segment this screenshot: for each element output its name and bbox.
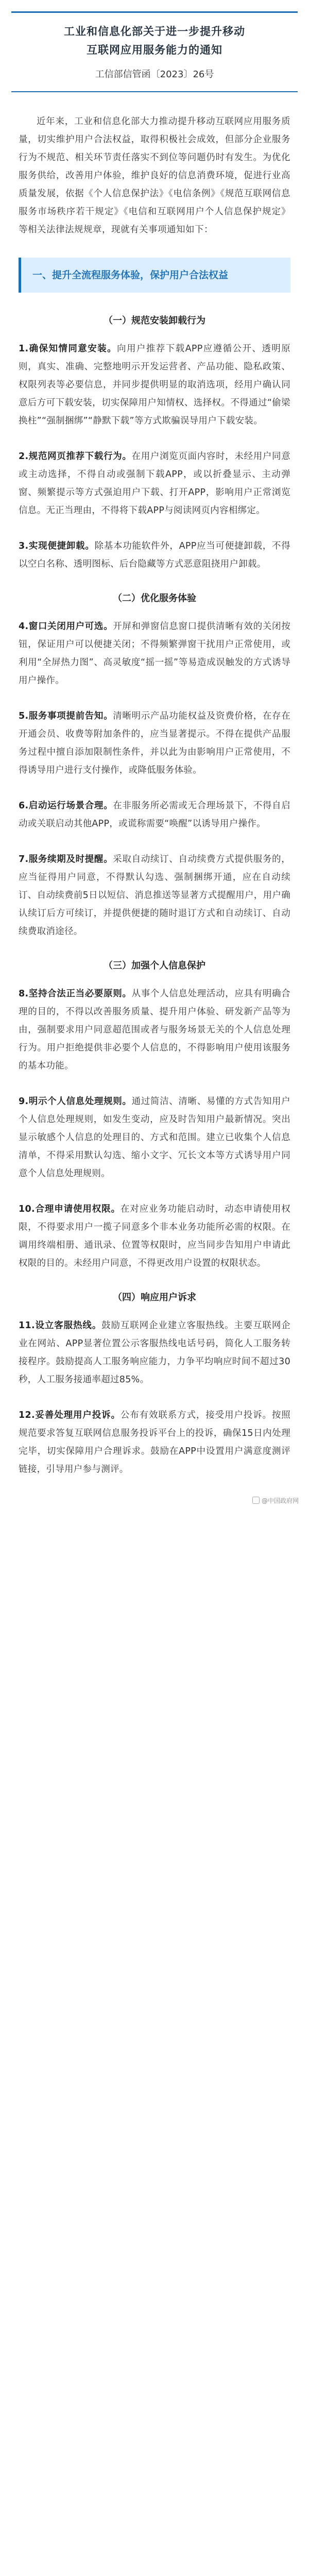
clause-text: 采取自动续订、自动续费方式提供服务的，应当征得用户同意，不得默认勾选、强制捆绑开通，应在自动续订、自动续费前5日以短信、消息推送等显著方式提醒用户，用户确认续订后方可续订，并提供便捷的随时退订方式和自动续订、自动续费取消途径。 [19,854,291,937]
clause-paragraph [19,1406,290,1479]
source-watermark [0,1496,299,1505]
clause-lead: 12.妥善处理用户投诉。 [19,1410,121,1420]
clause-lead: 2.规范网页推荐下载行为。 [19,451,132,462]
notice-body [0,113,309,1479]
clause-paragraph [19,448,290,520]
clause-text: 通过简洁、清晰、易懂的方式告知用户个人信息处理规则，如发生变动，应及时告知用户最新情况。突出显示敏感个人信息的处理目的、方式和范围。建立已收集个人信息清单，不得采用默认勾选、缩小文字、冗长文本等方式诱导用户同意个人信息处理规则。 [19,1096,290,1179]
clause-text: 在非服务所必需或无合理场景下，不得自启动或关联启动其他APP，或谎称需要“唤醒”以诱导用户操作。 [19,801,291,829]
clause-text: 开屏和弹窗信息窗口提供清晰有效的关闭按钮，保证用户可以便捷关闭；不得频繁弹窗干扰用户正常使用，或利用“全屏热力图”、高灵敏度“摇一摇”等易造成误触发的方式诱导用户操作。 [19,621,291,686]
clause-paragraph [19,340,290,430]
clause-text: 从事个人信息处理活动，应具有明确合理的目的，不得以改善服务质量、提升用户体验、研发新产品等为由，强制要求用户同意超范围或者与服务场景无关的个人信息处理行为。用户拒绝提供非必要个人信息的，不得影响用户使用该服务的基本功能。 [19,989,290,1071]
clause-text: 向用户推荐下载APP应遵循公开、透明原则，真实、准确、完整地明示开发运营者、产品功能、隐私政策、权限列表等必要信息，并同步提供明显的取消选项，经用户确认同意后方可下载安装，切实保障用户知情权、选择权。不得通过“偷梁换柱”“强制捆绑”“静默下载”等方式欺骗误导用户下载安装。 [19,344,291,426]
clause-paragraph [19,1200,290,1273]
subsection-title: （二）优化服务体验 [113,593,196,604]
clause-lead: 1.确保知情同意安装。 [19,344,117,354]
clause-paragraph [19,1093,290,1183]
subsection-title: （一）规范安装卸载行为 [104,315,205,326]
header-top-rule [11,11,298,13]
clause-lead: 11.设立客服热线。 [19,1320,102,1331]
clause-paragraph [19,707,290,779]
clause-text: 除基本功能软件外，APP应当可便捷卸载，不得以空白名称、透明图标、后台隐藏等方式恶意阻挠用户卸载。 [19,541,290,569]
clause-lead: 9.明示个人信息处理规则。 [19,1096,132,1107]
subsection-title: （三）加强个人信息保护 [104,960,205,971]
intro-paragraph: 近年来，工业和信息化部大力推动提升移动互联网应用服务质量，切实维护用户合法权益，取得积极社会成效，但部分企业服务行为不规范、相关环节责任落实不到位等问题仍时有发生。为优化服务供给，改善用户体验，维护良好的信息消费环境，促进行业高质量发展，依据《个人信息保护法》《电信条例》《规范互联网信息服务市场秩序若干规定》《电信和互联网用户个人信息保护规定》等相关法律法规规章，现就有关事项通知如下： [19,116,290,235]
clause-paragraph [19,537,290,573]
clause-lead: 7.服务续期及时提醒。 [19,854,113,865]
clause-text: 公布有效联系方式，接受用户投诉。按照规范要求答复互联网信息服务投诉平台上的投诉，确保15日内处理完毕，切实保障用户合理诉求。鼓励在APP中设置用户满意度测评链接，引导用户参与测评。 [19,1410,290,1475]
clause-lead: 10.合理申请使用权限。 [19,1204,121,1214]
section-banner: 一、提升全流程服务体验，保护用户合法权益 [19,258,290,293]
clause-lead: 8.坚持合法正当必要原则。 [19,989,132,999]
doc-number: 工信部信管函〔2023〕26号 [95,69,214,80]
clause-paragraph [19,797,290,833]
subsections [19,313,290,1479]
subsection-title: （四）响应用户诉求 [113,1292,196,1303]
title-line-1: 工业和信息化部关于进一步提升移动 [64,25,245,38]
clause-paragraph [19,851,290,941]
watermark-text: @中国政府网 [261,1497,299,1504]
clause-lead: 6.启动运行场景合理。 [19,801,113,811]
notice-header [11,0,298,92]
clause-paragraph [19,1317,290,1389]
title-line-2: 互联网应用服务能力的通知 [87,44,222,56]
clause-paragraph [19,618,290,690]
clause-paragraph [19,985,290,1075]
clause-text: 在用户浏览页面内容时，未经用户同意或主动选择，不得自动或强制下载APP，或以折叠显示、主动弹窗、频繁提示等方式强迫用户下载、打开APP，影响用户正常浏览信息。无正当理由，不得将下载APP与阅读网页内容相绑定。 [19,451,290,516]
clause-lead: 5.服务事项提前告知。 [19,711,113,721]
clause-lead: 3.实现便捷卸载。 [19,541,95,551]
clause-text: 鼓励互联网企业建立客服热线。主要互联网企业在网站、APP显著位置公示客服热线电话号码，简化人工服务转接程序。鼓励提高人工服务响应能力，力争平均响应时间不超过30秒，人工服务接通率超过85%。 [19,1320,290,1385]
clause-text: 在对应业务功能启动时，动态申请使用权限，不得要求用户一揽子同意多个非本业务功能所必需的权限。在调用终端相册、通讯录、位置等权限时，应当同步告知用户申请此权限的目的。未经用户同意，不得更改用户设置的权限状态。 [19,1204,290,1268]
header-bottom-rule [11,91,298,92]
weibo-icon [252,1497,260,1504]
notice-title [11,22,298,59]
clause-text: 清晰明示产品功能权益及资费价格，在存在开通会员、收费等附加条件的，应当显著提示。不得在提供产品服务过程中擅自添加限制性条件，并以此为由影响用户正常使用，不得诱导用户进行支付操作，或降低服务体验。 [19,711,291,775]
clause-lead: 4.窗口关闭用户可选。 [19,621,113,632]
